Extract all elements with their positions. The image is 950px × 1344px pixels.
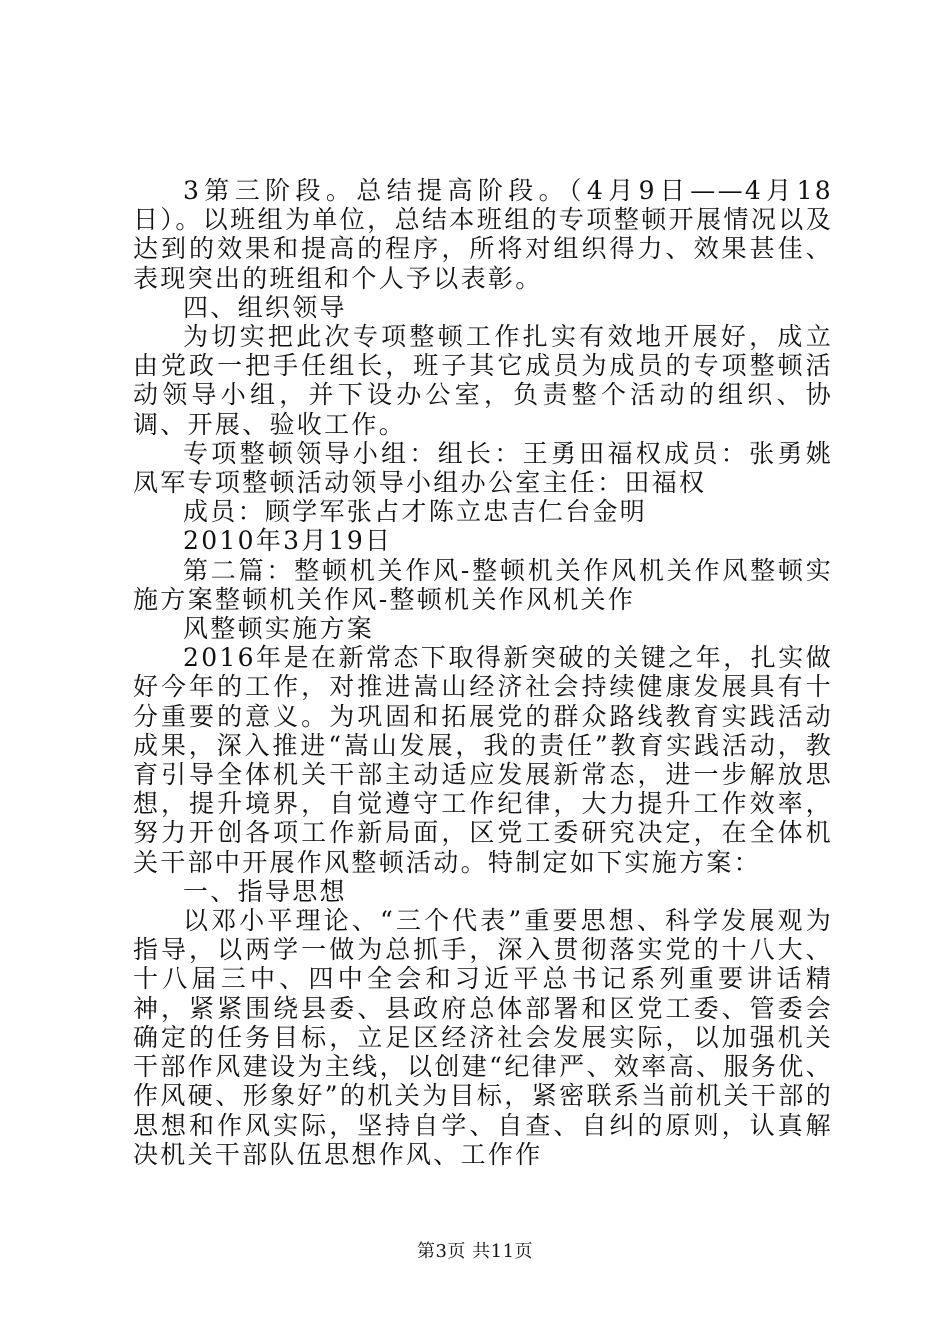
document-body [133, 176, 833, 1169]
heading-guiding-ideology: 一、指导思想 [183, 876, 347, 906]
heading-second-article: 第二篇：整顿机关作风-整顿机关作风机关作风整顿实施方案整顿机关作风-整顿机关作风机关作 [133, 555, 833, 614]
paragraph-group-members: 专项整顿领导小组：组长：王勇田福权成员：张勇姚凤军专项整顿活动领导小组办公室主任：田福权 [133, 438, 833, 498]
paragraph-members-list: 成员：顾学军张占才陈立忠吉仁台金明 [183, 497, 648, 527]
paragraph-leadership-group: 为切实把此次专项整顿工作扎实有效地开展好，成立由党政一把手任组长，班子其它成员为成员的专项整顿活动领导小组，并下设办公室，负责整个活动的组织、协调、开展、验收工作。 [133, 322, 833, 439]
heading-organization-leadership: 四、组织领导 [183, 292, 347, 322]
paragraph-stage-three: 3第三阶段。总结提高阶段。（4月9日——4月18日）。以班组为单位，总结本班组的专项整顿开展情况以及达到的效果和提高的程序，所将对组织得力、效果甚佳、表现突出的班组和个人予以表彰。 [133, 176, 833, 293]
paragraph-guiding-ideology: 以邓小平理论、“三个代表”重要思想、科学发展观为指导，以两学一做为总抓手，深入贯彻落实党的十八大、十八届三中、四中全会和习近平总书记系列重要讲话精神，紧紧围绕县委、县政府总体部署和区党工委、管委会确定的任务目标，立足区经济社会发展实际，以加强机关干部作风建设为主线，以创建“纪律严、效率高、服务优、作风硬、形象好”的机关为目标，紧密联系当前机关干部的思想和作风实际，坚持自学、自查、自纠的原则，认真解决机关干部队伍思想作风、工作作 [133, 906, 833, 1169]
paragraph-introduction: 2016年是在新常态下取得新突破的关键之年，扎实做好今年的工作，对推进嵩山经济社会持续健康发展具有十分重要的意义。为巩固和拓展党的群众路线教育实践活动成果，深入推进“嵩山发展，我的责任”教育实践活动，教育引导全体机关干部主动适应发展新常态，进一步解放思想，提升境界，自觉遵守工作纪律，大力提升工作效率，努力开创各项工作新局面，区党工委研究决定，在全体机关干部中开展作风整顿活动。特制定如下实施方案： [133, 643, 833, 877]
page-number-footer: 第3页 共11页 [416, 1241, 534, 1262]
heading-second-article-continued: 风整顿实施方案 [183, 614, 375, 644]
paragraph-date: 2010年3月19日 [183, 526, 393, 556]
